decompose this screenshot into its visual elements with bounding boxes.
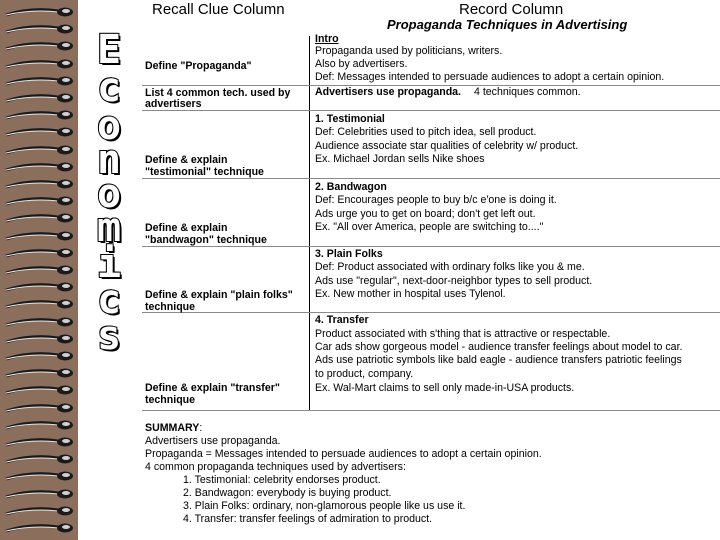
summary-line: Advertisers use propaganda. [145,435,281,447]
summary-line: 4 common propaganda techniques used by advertisers: [145,461,406,473]
title-letter: m [96,205,122,251]
clue-bandwagon: Define & explain [145,222,228,234]
binding-ring [2,470,76,483]
testimonial-heading: 1. Testimonial [315,113,385,125]
intro-line: Def: Messages intended to persuade audiences to adopt a certain opinion. [315,71,665,83]
clue-plain-folks: Define & explain "plain folks" [145,289,293,301]
binding-ring [2,419,76,432]
clue-plain-folks-cont: technique [145,301,196,313]
binding-ring [2,488,76,501]
summary-label [145,423,202,434]
column-divider [309,36,310,410]
page-subtitle: Propaganda Techniques in Advertising [387,17,628,32]
row-divider [142,178,720,179]
transfer-heading: 4. Transfer [315,314,369,326]
binding-ring [2,109,76,122]
binding-ring [2,161,76,174]
binding-ring [2,230,76,243]
binding-ring [2,247,76,260]
plain-folks-line: Def: Product associated with ordinary folks like you & me. [315,261,585,273]
bandwagon-line: Def: Encourages people to buy b/c e'one is doing it. [315,194,557,206]
clue-list-techniques: List 4 common tech. used by [145,87,291,99]
binding-ring [2,316,76,329]
testimonial-line: Audience associate star qualities of celebrity w/ product. [315,140,579,152]
clue-transfer-cont: technique [145,394,196,406]
binding-ring [2,178,76,191]
binding-ring [2,505,76,518]
plain-folks-line: Ex. New mother in hospital uses Tylenol. [315,288,506,300]
binding-ring [2,281,76,294]
intro-line: Also by advertisers. [315,58,408,70]
binding-ring [2,144,76,157]
binding-ring [2,333,76,346]
testimonial-line: Ex. Michael Jordan sells Nike shoes [315,153,485,165]
binding-ring [2,522,76,535]
row-divider [142,246,720,247]
summary-line: 1. Testimonial: celebrity endorses product. [183,474,381,486]
binding-ring [2,453,76,466]
advertisers-note: Advertisers use propaganda. [315,86,462,98]
clue-testimonial-cont: "testimonial" technique [145,166,264,178]
summary-label-text: SUMMARY [145,422,200,434]
bandwagon-line: Ads urge you to get on board; don't get left out. [315,208,536,220]
binding-ring [2,23,76,36]
clue-define-propaganda: Define "Propaganda" [145,60,252,72]
binding-ring [2,58,76,71]
bandwagon-heading: 2. Bandwagon [315,181,387,193]
recall-column-title: Recall Clue Column [152,1,285,18]
transfer-line: to product, company. [315,368,414,380]
binding-ring [2,195,76,208]
summary-line: 3. Plain Folks: ordinary, non-glamorous people like us use it. [183,500,466,512]
binding-ring [2,350,76,363]
testimonial-line: Def: Celebrities used to pitch idea, sell product. [315,126,537,138]
notebook-spiral-binding [0,0,78,540]
plain-folks-heading: 3. Plain Folks [315,248,383,260]
title-letter: i [96,241,122,287]
intro-heading: Intro [315,33,339,45]
binding-ring [2,384,76,397]
title-letter: c [96,277,122,323]
summary-line: 2. Bandwagon: everybody is buying product. [183,487,392,499]
binding-ring [2,92,76,105]
summary-colon: : [199,422,203,434]
clue-list-techniques-cont: advertisers [145,98,202,110]
title-letter: c [96,65,122,111]
intro-line: Propaganda used by politicians, writers. [315,45,503,57]
title-letter: o [96,171,122,217]
record-column-title: Record Column [459,1,564,18]
row-divider [142,410,720,411]
transfer-line: Ex. Wal-Mart claims to sell only made-in-USA products. [315,382,575,394]
row-divider [142,312,720,313]
row-divider [142,110,720,111]
advertisers-note-2: 4 techniques common. [474,86,581,98]
bandwagon-line: Ex. "All over America, people are switching to...." [315,221,544,233]
binding-ring [2,6,76,19]
transfer-line: Ads use patriotic symbols like bald eagle - audience transfers patriotic feelings [315,354,682,366]
plain-folks-line: Ads use "regular", next-door-neighbor types to sell product. [315,275,593,287]
title-letter: s [96,313,122,359]
title-letter: o [96,103,122,149]
summary-line: Propaganda = Messages intended to persuade audiences to adopt a certain opinion. [145,448,542,460]
binding-ring [2,298,76,311]
binding-ring [2,212,76,225]
binding-ring [2,126,76,139]
title-letter: E [96,27,122,73]
binding-ring [2,402,76,415]
clue-testimonial: Define & explain [145,154,228,166]
transfer-line: Product associated with s'thing that is attractive or respectable. [315,328,611,340]
binding-ring [2,40,76,53]
clue-transfer: Define & explain "transfer" [145,382,280,394]
clue-bandwagon-cont: "bandwagon" technique [145,234,267,246]
transfer-line: Car ads show gorgeous model - audience transfer feelings about model to car. [315,341,683,353]
title-letter: n [96,137,122,183]
binding-ring [2,75,76,88]
binding-ring [2,264,76,277]
binding-ring [2,367,76,380]
summary-line: 4. Transfer: transfer feelings of admiration to product. [183,513,433,525]
binding-ring [2,436,76,449]
